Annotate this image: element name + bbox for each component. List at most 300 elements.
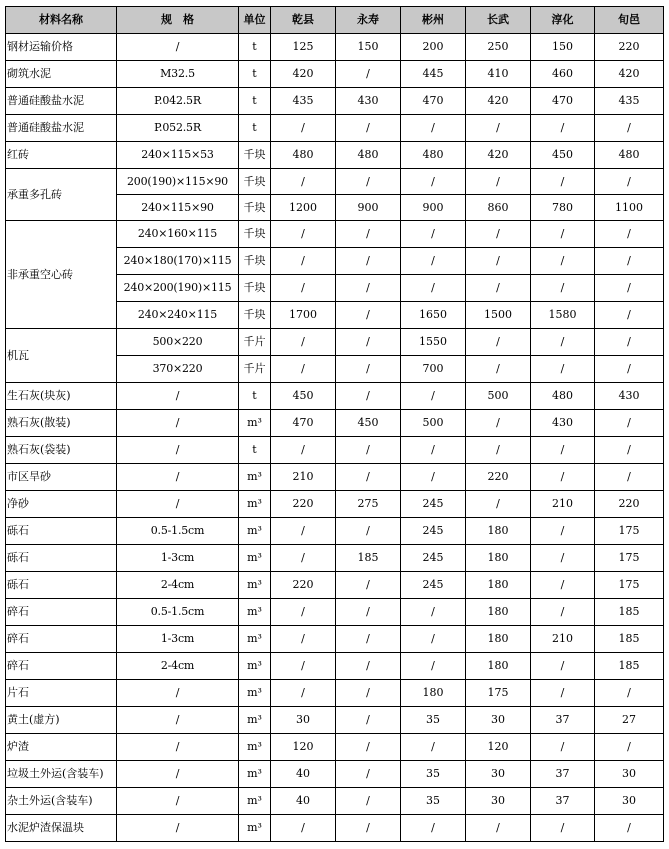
- price-cell: 420: [595, 61, 664, 88]
- price-cell: /: [271, 437, 336, 464]
- price-cell: 420: [271, 61, 336, 88]
- material-name-cell: 碎石: [6, 599, 117, 626]
- price-cell: /: [336, 221, 401, 248]
- price-cell: 220: [595, 34, 664, 61]
- spec-cell: 240×115×53: [117, 142, 239, 169]
- price-cell: 245: [401, 545, 466, 572]
- spec-cell: 240×160×115: [117, 221, 239, 248]
- price-cell: 180: [466, 626, 531, 653]
- price-cell: /: [595, 437, 664, 464]
- table-row: [6, 680, 664, 707]
- price-cell: /: [336, 572, 401, 599]
- header-unit: 单位: [239, 7, 271, 34]
- price-cell: /: [595, 115, 664, 142]
- price-cell: 245: [401, 518, 466, 545]
- material-name-cell: 砌筑水泥: [6, 61, 117, 88]
- price-cell: /: [531, 815, 595, 842]
- price-cell: /: [466, 221, 531, 248]
- price-cell: 275: [336, 491, 401, 518]
- price-cell: /: [531, 680, 595, 707]
- material-name-cell: 净砂: [6, 491, 117, 518]
- price-cell: 30: [595, 788, 664, 815]
- price-cell: 1200: [271, 195, 336, 221]
- price-cell: 430: [531, 410, 595, 437]
- price-cell: 175: [595, 572, 664, 599]
- price-cell: 245: [401, 491, 466, 518]
- spec-cell: /: [117, 437, 239, 464]
- spec-cell: 240×200(190)×115: [117, 275, 239, 302]
- spec-cell: /: [117, 680, 239, 707]
- price-cell: /: [466, 169, 531, 195]
- price-cell: 450: [531, 142, 595, 169]
- price-cell: 500: [401, 410, 466, 437]
- price-cell: 175: [595, 518, 664, 545]
- price-cell: 480: [336, 142, 401, 169]
- material-name-cell: 机瓦: [6, 329, 117, 383]
- price-cell: /: [595, 329, 664, 356]
- spec-cell: 200(190)×115×90: [117, 169, 239, 195]
- price-cell: 35: [401, 788, 466, 815]
- material-name-cell: 红砖: [6, 142, 117, 169]
- unit-cell: m³: [239, 707, 271, 734]
- price-cell: 220: [271, 491, 336, 518]
- price-cell: /: [595, 356, 664, 383]
- price-cell: 780: [531, 195, 595, 221]
- price-cell: /: [531, 221, 595, 248]
- header-spec: 规 格: [117, 7, 239, 34]
- price-cell: /: [531, 518, 595, 545]
- unit-cell: t: [239, 61, 271, 88]
- unit-cell: t: [239, 383, 271, 410]
- price-cell: /: [466, 491, 531, 518]
- price-cell: /: [531, 599, 595, 626]
- material-name-cell: 普通硅酸盐水泥: [6, 88, 117, 115]
- price-cell: 30: [595, 761, 664, 788]
- price-cell: 40: [271, 761, 336, 788]
- price-cell: 1550: [401, 329, 466, 356]
- price-cell: /: [271, 115, 336, 142]
- price-cell: 210: [531, 491, 595, 518]
- price-cell: 700: [401, 356, 466, 383]
- unit-cell: 千块: [239, 169, 271, 195]
- table-row: [6, 410, 664, 437]
- spec-cell: 240×240×115: [117, 302, 239, 329]
- price-cell: /: [531, 464, 595, 491]
- price-cell: /: [336, 302, 401, 329]
- price-cell: 37: [531, 707, 595, 734]
- unit-cell: 千块: [239, 221, 271, 248]
- price-cell: /: [401, 464, 466, 491]
- price-cell: 435: [271, 88, 336, 115]
- price-cell: /: [271, 329, 336, 356]
- price-cell: 220: [271, 572, 336, 599]
- table-row: [6, 761, 664, 788]
- material-name-cell: 市区旱砂: [6, 464, 117, 491]
- price-cell: /: [336, 653, 401, 680]
- price-cell: 150: [336, 34, 401, 61]
- price-cell: /: [336, 356, 401, 383]
- price-cell: 185: [595, 599, 664, 626]
- material-price-table: [5, 6, 664, 842]
- price-cell: /: [336, 329, 401, 356]
- spec-cell: 2-4cm: [117, 653, 239, 680]
- unit-cell: t: [239, 437, 271, 464]
- price-cell: /: [595, 302, 664, 329]
- spec-cell: 240×115×90: [117, 195, 239, 221]
- unit-cell: m³: [239, 464, 271, 491]
- price-cell: 180: [466, 572, 531, 599]
- unit-cell: m³: [239, 653, 271, 680]
- unit-cell: 千块: [239, 142, 271, 169]
- price-cell: /: [401, 734, 466, 761]
- unit-cell: m³: [239, 518, 271, 545]
- unit-cell: m³: [239, 491, 271, 518]
- header-changwu: 长武: [466, 7, 531, 34]
- unit-cell: 千块: [239, 302, 271, 329]
- price-cell: /: [531, 275, 595, 302]
- price-cell: /: [336, 248, 401, 275]
- table-body: [6, 34, 664, 842]
- material-name-cell: 杂土外运(含装车): [6, 788, 117, 815]
- header-binzhou: 彬州: [401, 7, 466, 34]
- price-cell: 180: [466, 518, 531, 545]
- table-row: [6, 464, 664, 491]
- spec-cell: P.042.5R: [117, 88, 239, 115]
- price-cell: /: [401, 221, 466, 248]
- price-cell: /: [466, 275, 531, 302]
- price-cell: /: [595, 275, 664, 302]
- price-cell: /: [336, 464, 401, 491]
- price-cell: /: [271, 221, 336, 248]
- price-cell: /: [271, 356, 336, 383]
- price-cell: /: [466, 410, 531, 437]
- table-row: [6, 88, 664, 115]
- spec-cell: 500×220: [117, 329, 239, 356]
- table-row: [6, 599, 664, 626]
- price-cell: 30: [271, 707, 336, 734]
- table-row: [6, 626, 664, 653]
- material-name-cell: 熟石灰(散装): [6, 410, 117, 437]
- price-cell: 470: [401, 88, 466, 115]
- material-name-cell: 熟石灰(袋装): [6, 437, 117, 464]
- material-name-cell: 承重多孔砖: [6, 169, 117, 221]
- price-cell: 37: [531, 761, 595, 788]
- price-cell: /: [401, 626, 466, 653]
- spec-cell: /: [117, 383, 239, 410]
- table-row: [6, 572, 664, 599]
- price-cell: 470: [531, 88, 595, 115]
- price-cell: /: [336, 383, 401, 410]
- table-row: [6, 383, 664, 410]
- price-cell: /: [595, 248, 664, 275]
- material-name-cell: 普通硅酸盐水泥: [6, 115, 117, 142]
- price-cell: /: [531, 115, 595, 142]
- price-cell: /: [271, 653, 336, 680]
- material-name-cell: 水泥炉渣保温块: [6, 815, 117, 842]
- price-cell: /: [466, 437, 531, 464]
- price-cell: /: [336, 680, 401, 707]
- unit-cell: m³: [239, 599, 271, 626]
- price-cell: 450: [336, 410, 401, 437]
- table-row: [6, 707, 664, 734]
- price-cell: 1500: [466, 302, 531, 329]
- price-cell: /: [466, 115, 531, 142]
- price-cell: 30: [466, 788, 531, 815]
- price-cell: 185: [336, 545, 401, 572]
- material-name-cell: 砾石: [6, 572, 117, 599]
- material-name-cell: 生石灰(块灰): [6, 383, 117, 410]
- spec-cell: /: [117, 707, 239, 734]
- price-cell: /: [336, 815, 401, 842]
- material-name-cell: 砾石: [6, 518, 117, 545]
- spec-cell: 240×180(170)×115: [117, 248, 239, 275]
- table-row: [6, 437, 664, 464]
- price-cell: 180: [401, 680, 466, 707]
- price-cell: /: [271, 815, 336, 842]
- price-cell: 175: [595, 545, 664, 572]
- price-cell: /: [336, 734, 401, 761]
- header-row: [6, 7, 664, 34]
- price-cell: 420: [466, 88, 531, 115]
- table-row: [6, 545, 664, 572]
- price-cell: /: [595, 680, 664, 707]
- material-name-cell: 垃圾土外运(含装车): [6, 761, 117, 788]
- price-cell: /: [336, 626, 401, 653]
- price-cell: 480: [531, 383, 595, 410]
- spec-cell: M32.5: [117, 61, 239, 88]
- price-cell: /: [401, 599, 466, 626]
- table-row: [6, 491, 664, 518]
- price-cell: 185: [595, 653, 664, 680]
- price-cell: /: [271, 169, 336, 195]
- price-cell: 460: [531, 61, 595, 88]
- unit-cell: 千块: [239, 195, 271, 221]
- price-cell: 35: [401, 707, 466, 734]
- material-name-cell: 黄土(虚方): [6, 707, 117, 734]
- spec-cell: 2-4cm: [117, 572, 239, 599]
- price-cell: 200: [401, 34, 466, 61]
- price-cell: 470: [271, 410, 336, 437]
- material-name-cell: 砾石: [6, 545, 117, 572]
- price-cell: /: [531, 356, 595, 383]
- spec-cell: 0.5-1.5cm: [117, 599, 239, 626]
- price-cell: /: [531, 545, 595, 572]
- spec-cell: 1-3cm: [117, 626, 239, 653]
- unit-cell: 千块: [239, 275, 271, 302]
- price-cell: /: [336, 518, 401, 545]
- price-cell: /: [466, 248, 531, 275]
- spec-cell: 1-3cm: [117, 545, 239, 572]
- material-name-cell: 碎石: [6, 626, 117, 653]
- price-cell: /: [336, 788, 401, 815]
- price-cell: /: [531, 734, 595, 761]
- price-cell: 220: [466, 464, 531, 491]
- spec-cell: /: [117, 410, 239, 437]
- material-name-cell: 炉渣: [6, 734, 117, 761]
- spec-cell: /: [117, 761, 239, 788]
- price-cell: /: [271, 248, 336, 275]
- price-cell: 37: [531, 788, 595, 815]
- price-cell: /: [336, 61, 401, 88]
- price-cell: /: [466, 815, 531, 842]
- price-cell: 435: [595, 88, 664, 115]
- material-name-cell: 非承重空心砖: [6, 221, 117, 329]
- price-cell: /: [595, 169, 664, 195]
- price-cell: /: [401, 815, 466, 842]
- price-cell: 1100: [595, 195, 664, 221]
- price-cell: 220: [595, 491, 664, 518]
- header-yongshou: 永寿: [336, 7, 401, 34]
- price-cell: 27: [595, 707, 664, 734]
- spec-cell: /: [117, 464, 239, 491]
- price-cell: 1580: [531, 302, 595, 329]
- table-row: [6, 518, 664, 545]
- price-cell: 210: [531, 626, 595, 653]
- price-cell: 175: [466, 680, 531, 707]
- price-cell: 30: [466, 707, 531, 734]
- header-xunyi: 旬邑: [595, 7, 664, 34]
- price-cell: /: [336, 437, 401, 464]
- price-cell: 450: [271, 383, 336, 410]
- header-qianxian: 乾县: [271, 7, 336, 34]
- material-name-cell: 碎石: [6, 653, 117, 680]
- price-cell: 900: [401, 195, 466, 221]
- price-cell: 420: [466, 142, 531, 169]
- price-cell: /: [531, 248, 595, 275]
- unit-cell: t: [239, 88, 271, 115]
- price-cell: /: [401, 115, 466, 142]
- spec-cell: 0.5-1.5cm: [117, 518, 239, 545]
- price-cell: 430: [595, 383, 664, 410]
- spec-cell: /: [117, 815, 239, 842]
- unit-cell: 千片: [239, 356, 271, 383]
- price-cell: /: [401, 275, 466, 302]
- table-row: [6, 61, 664, 88]
- price-cell: /: [401, 437, 466, 464]
- price-cell: 125: [271, 34, 336, 61]
- table-row: [6, 115, 664, 142]
- spec-cell: /: [117, 788, 239, 815]
- price-cell: /: [531, 572, 595, 599]
- price-cell: 210: [271, 464, 336, 491]
- unit-cell: m³: [239, 788, 271, 815]
- price-cell: /: [401, 248, 466, 275]
- price-cell: 250: [466, 34, 531, 61]
- price-cell: /: [271, 518, 336, 545]
- price-cell: 185: [595, 626, 664, 653]
- price-cell: 120: [271, 734, 336, 761]
- price-cell: 500: [466, 383, 531, 410]
- header-chunhua: 淳化: [531, 7, 595, 34]
- price-cell: /: [531, 329, 595, 356]
- price-cell: /: [336, 275, 401, 302]
- price-cell: 480: [271, 142, 336, 169]
- price-cell: /: [336, 761, 401, 788]
- table-row: [6, 142, 664, 169]
- unit-cell: m³: [239, 815, 271, 842]
- price-cell: 180: [466, 545, 531, 572]
- price-cell: /: [271, 275, 336, 302]
- spec-cell: /: [117, 34, 239, 61]
- unit-cell: t: [239, 34, 271, 61]
- price-cell: /: [271, 680, 336, 707]
- unit-cell: m³: [239, 734, 271, 761]
- price-cell: /: [595, 221, 664, 248]
- unit-cell: m³: [239, 626, 271, 653]
- price-cell: /: [466, 329, 531, 356]
- unit-cell: t: [239, 115, 271, 142]
- spec-cell: /: [117, 491, 239, 518]
- price-cell: /: [401, 383, 466, 410]
- spec-cell: 370×220: [117, 356, 239, 383]
- table-row: [6, 34, 664, 61]
- price-cell: 150: [531, 34, 595, 61]
- unit-cell: 千块: [239, 248, 271, 275]
- price-cell: /: [271, 626, 336, 653]
- price-cell: 180: [466, 653, 531, 680]
- price-cell: 1700: [271, 302, 336, 329]
- price-cell: /: [531, 169, 595, 195]
- price-cell: /: [271, 599, 336, 626]
- price-cell: 1650: [401, 302, 466, 329]
- price-cell: 430: [336, 88, 401, 115]
- price-cell: 860: [466, 195, 531, 221]
- price-cell: 40: [271, 788, 336, 815]
- price-cell: /: [336, 115, 401, 142]
- price-cell: 445: [401, 61, 466, 88]
- price-cell: /: [401, 653, 466, 680]
- table-row: [6, 815, 664, 842]
- price-cell: 245: [401, 572, 466, 599]
- price-cell: 480: [595, 142, 664, 169]
- price-cell: /: [336, 599, 401, 626]
- price-cell: /: [531, 437, 595, 464]
- price-cell: /: [466, 356, 531, 383]
- price-cell: 35: [401, 761, 466, 788]
- price-cell: 120: [466, 734, 531, 761]
- price-cell: /: [401, 169, 466, 195]
- price-cell: 410: [466, 61, 531, 88]
- price-cell: /: [336, 169, 401, 195]
- table-row: [6, 329, 664, 356]
- table-row: [6, 221, 664, 248]
- price-cell: 480: [401, 142, 466, 169]
- price-cell: /: [595, 410, 664, 437]
- price-table-sheet: [5, 6, 663, 842]
- unit-cell: m³: [239, 545, 271, 572]
- price-cell: 180: [466, 599, 531, 626]
- unit-cell: m³: [239, 410, 271, 437]
- price-cell: /: [336, 707, 401, 734]
- unit-cell: m³: [239, 761, 271, 788]
- unit-cell: m³: [239, 572, 271, 599]
- table-row: [6, 169, 664, 195]
- material-name-cell: 钢材运输价格: [6, 34, 117, 61]
- price-cell: /: [595, 734, 664, 761]
- spec-cell: P.052.5R: [117, 115, 239, 142]
- price-cell: 900: [336, 195, 401, 221]
- price-cell: /: [595, 815, 664, 842]
- material-name-cell: 片石: [6, 680, 117, 707]
- unit-cell: 千片: [239, 329, 271, 356]
- table-row: [6, 653, 664, 680]
- header-material-name: 材料名称: [6, 7, 117, 34]
- price-cell: /: [531, 653, 595, 680]
- price-cell: 30: [466, 761, 531, 788]
- table-row: [6, 788, 664, 815]
- unit-cell: m³: [239, 680, 271, 707]
- price-cell: /: [271, 545, 336, 572]
